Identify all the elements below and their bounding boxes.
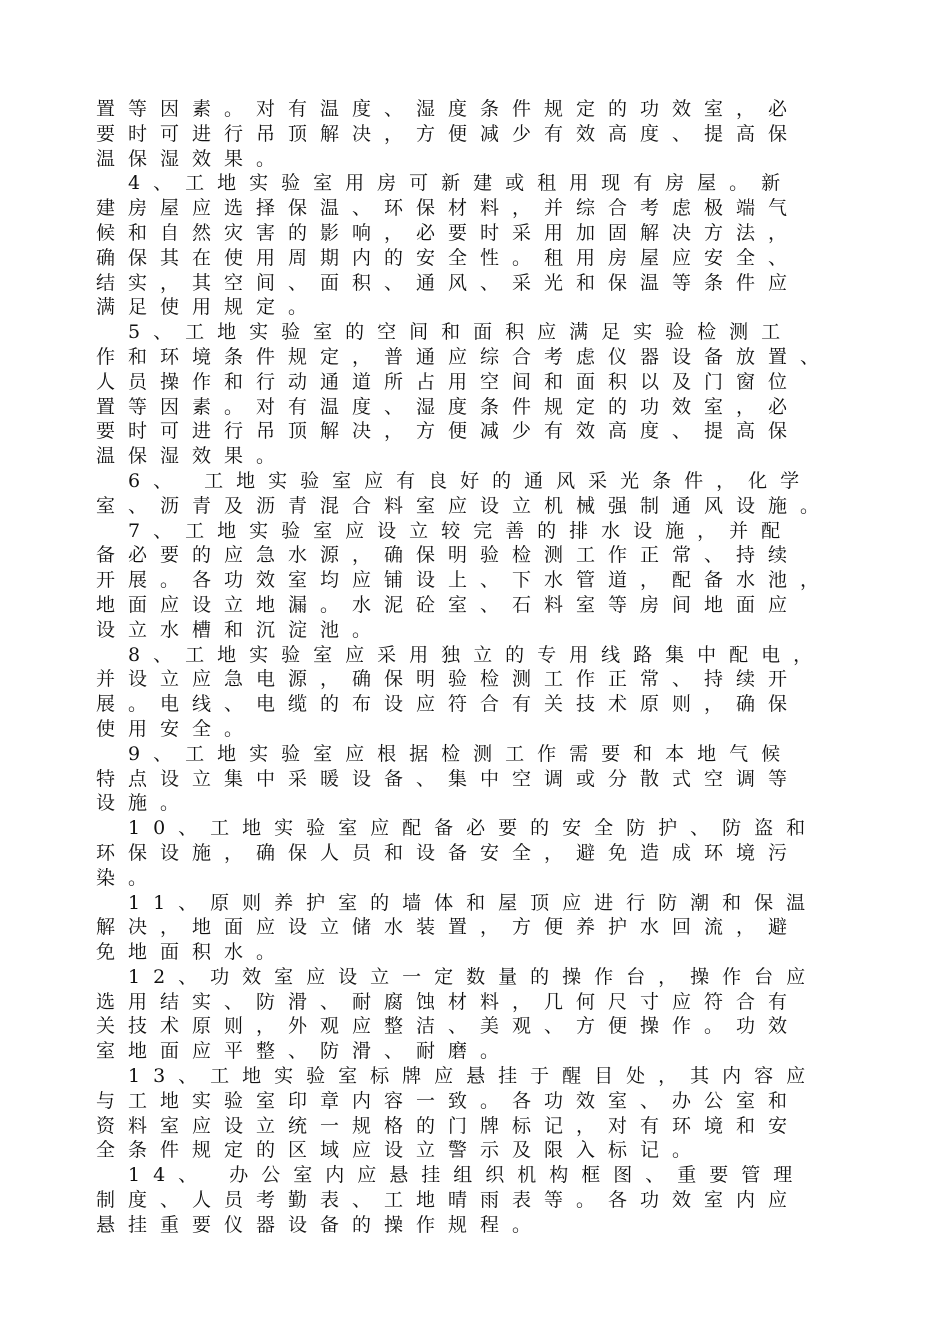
text-line: 展。电线、电缆的布设应符合有关技术原则，确保 [96,693,801,716]
text-line: 10、工地实验室应配备必要的安全防护、防盗和 [96,817,819,840]
text-line: 结实，其空间、面积、通风、采光和保温等条件应 [96,271,801,294]
text-line: 6、 工地实验室应有良好的通风采光条件，化学 [96,469,813,492]
text-line: 免地面积水。 [96,941,289,964]
text-line: 要时可进行吊顶解决，方便减少有效高度、提高保 [96,420,801,443]
text-line: 12、功效室应设立一定数量的操作台，操作台应 [96,965,819,988]
text-line: 候和自然灾害的影响，必要时采用加固解决方法， [96,221,801,244]
text-line: 4、工地实验室用房可新建或租用现有房屋。新 [96,172,794,195]
text-line: 室、沥青及沥青混合料室应设立机械强制通风设施。 [96,494,833,517]
text-line: 悬挂重要仪器设备的操作规程。 [96,1213,545,1236]
text-line: 9、工地实验室应根据检测工作需要和本地气候 [96,742,794,765]
text-line: 地面应设立地漏。水泥砼室、石料室等房间地面应 [96,593,801,616]
text-line: 室地面应平整、防滑、耐磨。 [96,1040,513,1063]
body-text [96,97,876,1238]
text-line: 选用结实、防滑、耐腐蚀材料，几何尺寸应符合有 [96,990,801,1013]
text-line: 设施。 [96,792,193,815]
text-line: 确保其在使用周期内的安全性。租用房屋应安全、 [96,246,801,269]
text-line: 解决，地面应设立储水装置，方便养护水回流，避 [96,916,801,939]
text-line: 与工地实验室印章内容一致。各功效室、办公室和 [96,1089,801,1112]
text-line: 置等因素。对有温度、湿度条件规定的功效室，必 [96,98,801,120]
text-line: 并设立应急电源，确保明验检测工作正常、持续开 [96,668,801,691]
text-line: 资料室应设立统一规格的门牌标记，对有环境和安 [96,1114,801,1137]
text-line: 染。 [96,866,161,889]
text-line: 建房屋应选择保温、环保材料，并综合考虑极端气 [96,197,801,220]
text-line: 温保湿效果。 [96,147,289,170]
text-line: 关技术原则，外观应整洁、美观、方便操作。功效 [96,1015,801,1038]
text-line: 设立水槽和沉淀池。 [96,618,385,641]
text-line: 特点设立集中采暖设备、集中空调或分散式空调等 [96,767,801,790]
text-line: 5、工地实验室的空间和面积应满足实验检测工 [96,321,794,344]
text-line: 要时可进行吊顶解决，方便减少有效高度、提高保 [96,122,801,145]
text-line: 全条件规定的区域应设立警示及限入标记。 [96,1139,705,1162]
text-line: 满足使用规定。 [96,296,321,319]
text-line: 开展。各功效室均应铺设上、下水管道，配备水池， [96,569,833,592]
text-line: 置等因素。对有温度、湿度条件规定的功效室，必 [96,395,801,418]
text-line: 制度、人员考勤表、工地晴雨表等。各功效室内应 [96,1189,801,1212]
text-line: 环保设施，确保人员和设备安全，避免造成环境污 [96,841,801,864]
text-line: 13、工地实验室标牌应悬挂于醒目处，其内容应 [96,1065,819,1088]
text-line: 使用安全。 [96,717,257,740]
text-line: 7、工地实验室应设立较完善的排水设施，并配 [96,519,794,542]
text-line: 备必要的应急水源，确保明验检测工作正常、持续 [96,544,801,567]
text-line: 温保湿效果。 [96,445,289,468]
text-line: 11、原则养护室的墙体和屋顶应进行防潮和保温 [96,891,819,914]
text-line: 作和环境条件规定，普通应综合考虑仪器设备放置、 [96,345,833,368]
text-line: 14、 办公室内应悬挂组织机构框图、重要管理 [96,1164,806,1187]
text-line: 8、工地实验室应采用独立的专用线路集中配电， [96,643,826,666]
text-line: 人员操作和行动通道所占用空间和面积以及门窗位 [96,370,801,393]
